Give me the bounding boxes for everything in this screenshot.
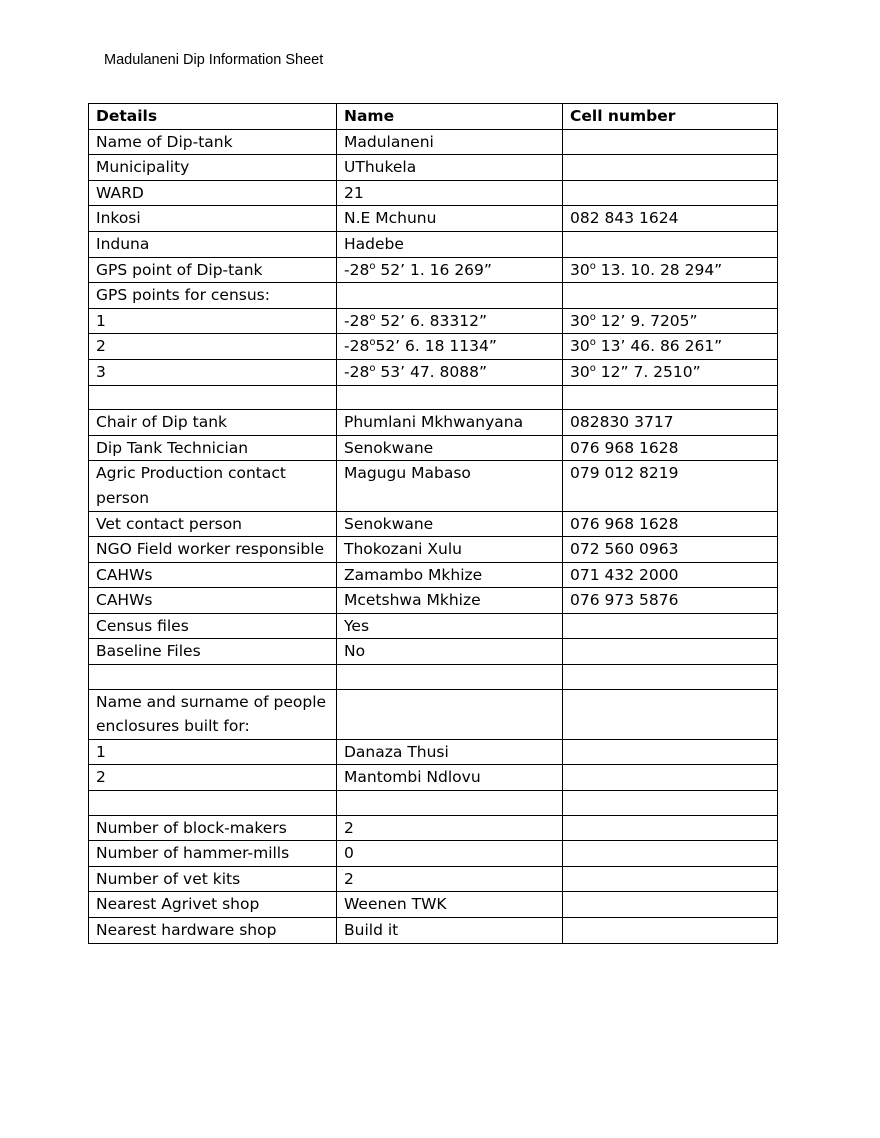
table-row: [89, 739, 778, 765]
table-row: [89, 334, 778, 360]
cell-number-cell: [563, 639, 778, 665]
table-row: [89, 410, 778, 436]
name-cell: No: [337, 639, 563, 665]
cell-number-cell: [563, 180, 778, 206]
table-row: [89, 435, 778, 461]
detail-cell: GPS points for census:: [89, 283, 337, 309]
cell-number-cell: [563, 892, 778, 918]
cell-number-cell: 082830 3717: [563, 410, 778, 436]
table-row: [89, 537, 778, 563]
cell-number-cell: [563, 283, 778, 309]
table-row: [89, 815, 778, 841]
detail-cell: Agric Production contact person: [89, 461, 337, 511]
table-row: [89, 206, 778, 232]
table-row: [89, 155, 778, 181]
cell-number-cell: [563, 815, 778, 841]
name-cell: 0: [337, 841, 563, 867]
name-cell: -28$^o$52’ 6. 18 1134”: [337, 334, 563, 360]
cell-number-cell: [563, 613, 778, 639]
name-cell: [337, 665, 563, 690]
detail-cell: 1: [89, 308, 337, 334]
detail-cell: Chair of Dip tank: [89, 410, 337, 436]
name-cell: Senokwane: [337, 511, 563, 537]
detail-cell: Census files: [89, 613, 337, 639]
table-row: [89, 613, 778, 639]
name-cell: N.E Mchunu: [337, 206, 563, 232]
detail-cell: Number of vet kits: [89, 866, 337, 892]
header-details: Details: [89, 104, 337, 130]
name-cell: Danaza Thusi: [337, 739, 563, 765]
cell-number-cell: 076 968 1628: [563, 435, 778, 461]
cell-number-cell: 076 973 5876: [563, 588, 778, 614]
cell-number-cell: 30$^o$ 12” 7. 2510”: [563, 359, 778, 385]
name-cell: 2: [337, 815, 563, 841]
table-row: [89, 791, 778, 816]
detail-cell: [89, 791, 337, 816]
cell-number-cell: [563, 739, 778, 765]
name-cell: Hadebe: [337, 231, 563, 257]
table-row: [89, 511, 778, 537]
table-row: [89, 308, 778, 334]
table-row: [89, 639, 778, 665]
cell-number-cell: 082 843 1624: [563, 206, 778, 232]
detail-cell: Nearest hardware shop: [89, 918, 337, 944]
table-row: [89, 689, 778, 739]
detail-cell: Induna: [89, 231, 337, 257]
table-row: [89, 665, 778, 690]
header-cell-number: Cell number: [563, 104, 778, 130]
table-row: [89, 359, 778, 385]
cell-number-cell: 076 968 1628: [563, 511, 778, 537]
detail-cell: Name of Dip-tank: [89, 129, 337, 155]
table-row: [89, 866, 778, 892]
name-cell: 21: [337, 180, 563, 206]
table-row: [89, 180, 778, 206]
detail-cell: Municipality: [89, 155, 337, 181]
name-cell: 2: [337, 866, 563, 892]
cell-number-cell: 30$^o$ 13. 10. 28 294”: [563, 257, 778, 283]
detail-cell: 1: [89, 739, 337, 765]
detail-cell: Inkosi: [89, 206, 337, 232]
name-cell: Yes: [337, 613, 563, 639]
table-row: [89, 231, 778, 257]
detail-cell: 3: [89, 359, 337, 385]
detail-cell: [89, 665, 337, 690]
table-row: [89, 283, 778, 309]
cell-number-cell: [563, 841, 778, 867]
name-cell: [337, 283, 563, 309]
table-body: [89, 129, 778, 943]
cell-number-cell: [563, 129, 778, 155]
cell-number-cell: [563, 665, 778, 690]
cell-number-cell: [563, 791, 778, 816]
table-header-row: [89, 104, 778, 130]
table-row: [89, 588, 778, 614]
detail-cell: NGO Field worker responsible: [89, 537, 337, 563]
detail-cell: Number of hammer-mills: [89, 841, 337, 867]
detail-cell: GPS point of Dip-tank: [89, 257, 337, 283]
detail-cell: CAHWs: [89, 588, 337, 614]
table-row: [89, 562, 778, 588]
name-cell: UThukela: [337, 155, 563, 181]
cell-number-cell: 079 012 8219: [563, 461, 778, 511]
name-cell: Zamambo Mkhize: [337, 562, 563, 588]
cell-number-cell: [563, 385, 778, 410]
table-row: [89, 461, 778, 511]
detail-cell: 2: [89, 334, 337, 360]
cell-number-cell: [563, 155, 778, 181]
name-cell: Magugu Mabaso: [337, 461, 563, 511]
detail-cell: 2: [89, 765, 337, 791]
cell-number-cell: 072 560 0963: [563, 537, 778, 563]
name-cell: Thokozani Xulu: [337, 537, 563, 563]
header-name: Name: [337, 104, 563, 130]
detail-cell: Vet contact person: [89, 511, 337, 537]
name-cell: -28$^o$ 53’ 47. 8088”: [337, 359, 563, 385]
table-row: [89, 129, 778, 155]
name-cell: Mantombi Ndlovu: [337, 765, 563, 791]
table-row: [89, 765, 778, 791]
name-cell: -28$^o$ 52’ 1. 16 269”: [337, 257, 563, 283]
detail-cell: WARD: [89, 180, 337, 206]
cell-number-cell: [563, 231, 778, 257]
detail-cell: Nearest Agrivet shop: [89, 892, 337, 918]
name-cell: Mcetshwa Mkhize: [337, 588, 563, 614]
name-cell: Madulaneni: [337, 129, 563, 155]
table-row: [89, 918, 778, 944]
name-cell: Senokwane: [337, 435, 563, 461]
cell-number-cell: 30$^o$ 12’ 9. 7205”: [563, 308, 778, 334]
table-row: [89, 892, 778, 918]
detail-cell: CAHWs: [89, 562, 337, 588]
name-cell: Phumlani Mkhwanyana: [337, 410, 563, 436]
detail-cell: Number of block-makers: [89, 815, 337, 841]
cell-number-cell: 30$^o$ 13’ 46. 86 261”: [563, 334, 778, 360]
detail-cell: Baseline Files: [89, 639, 337, 665]
detail-cell: Dip Tank Technician: [89, 435, 337, 461]
name-cell: [337, 689, 563, 739]
name-cell: Weenen TWK: [337, 892, 563, 918]
dip-info-table: [88, 103, 778, 944]
name-cell: Build it: [337, 918, 563, 944]
table-row: [89, 841, 778, 867]
detail-cell: Name and surname of people enclosures built for:: [89, 689, 337, 739]
cell-number-cell: [563, 765, 778, 791]
name-cell: -28$^o$ 52’ 6. 83312”: [337, 308, 563, 334]
name-cell: [337, 791, 563, 816]
name-cell: [337, 385, 563, 410]
detail-cell: [89, 385, 337, 410]
table-row: [89, 385, 778, 410]
table-row: [89, 257, 778, 283]
cell-number-cell: [563, 866, 778, 892]
cell-number-cell: 071 432 2000: [563, 562, 778, 588]
cell-number-cell: [563, 918, 778, 944]
cell-number-cell: [563, 689, 778, 739]
document-title: Madulaneni Dip Information Sheet: [104, 52, 324, 68]
